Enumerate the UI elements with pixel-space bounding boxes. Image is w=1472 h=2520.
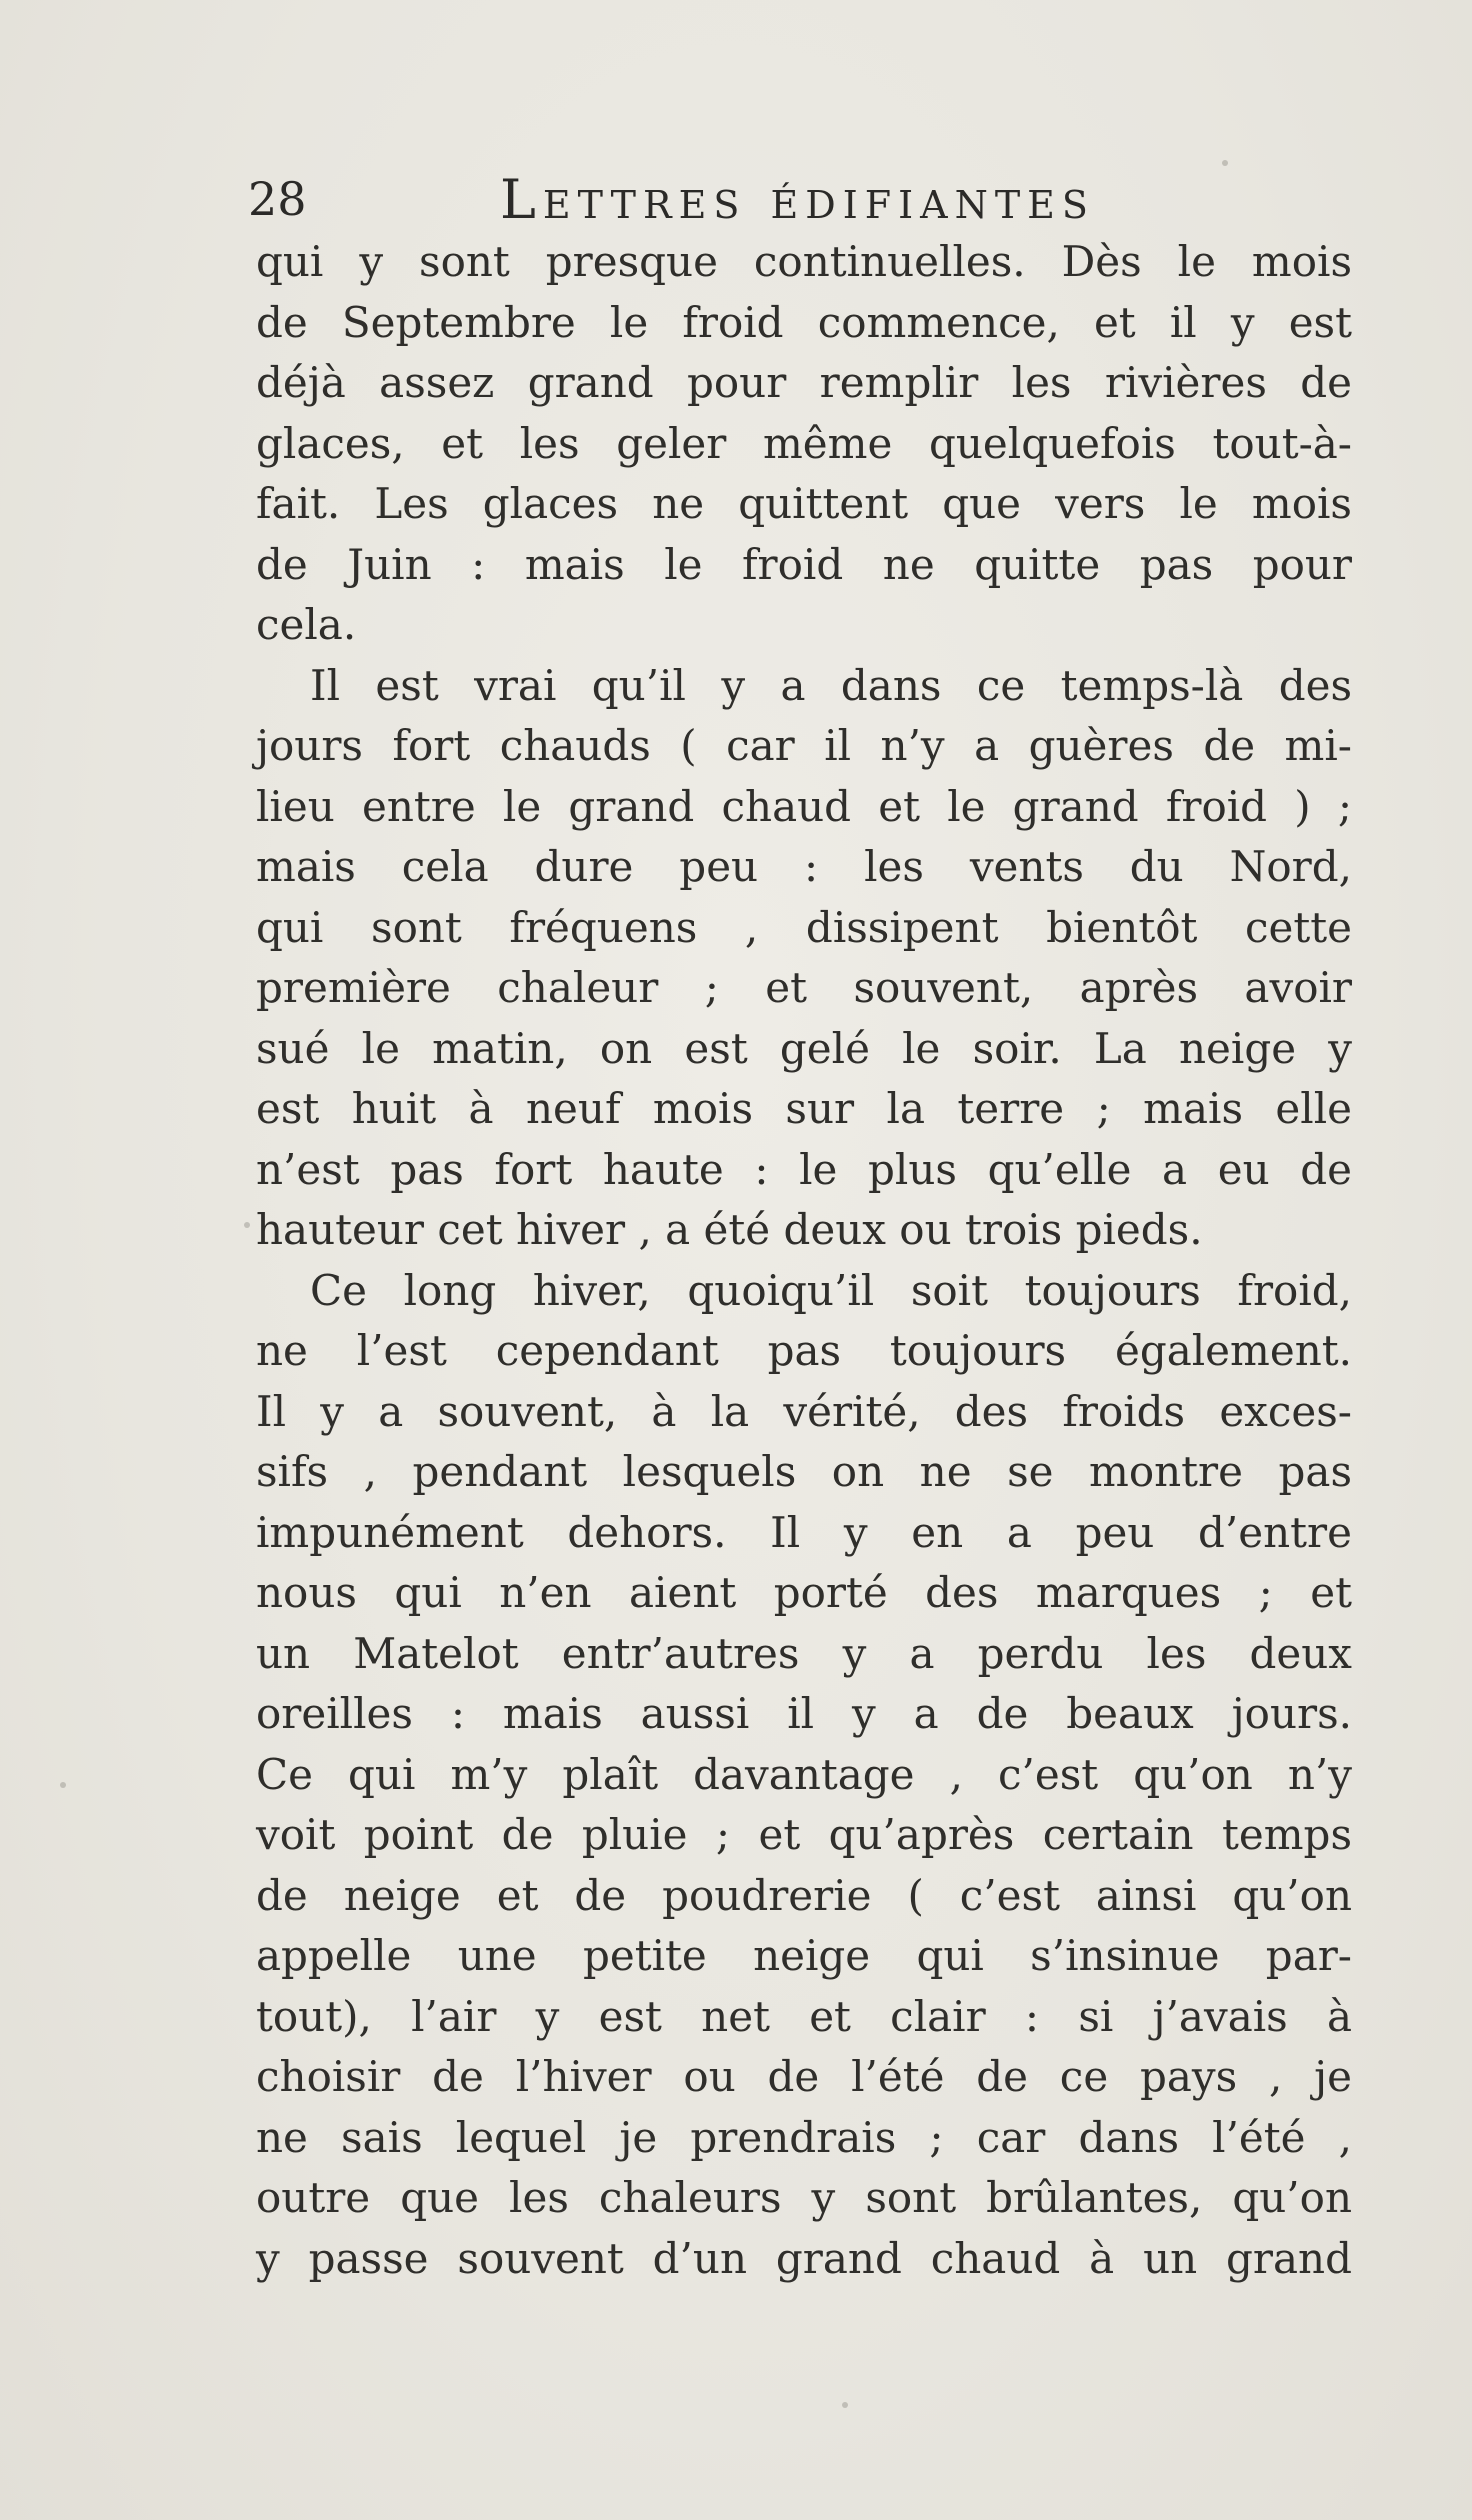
paper-speck: [60, 1782, 66, 1788]
text-line: ne l’est cependant pas toujours également.: [256, 1326, 1352, 1375]
text-line: fait. Les glaces ne quittent que vers le mois: [256, 479, 1352, 528]
text-line: Il y a souvent, à la vérité, des froids exces-: [256, 1386, 1352, 1436]
text-line: glaces, et les geler même quelquefois tout-à-: [256, 418, 1352, 468]
text-line: de Juin : mais le froid ne quitte pas pour: [256, 539, 1352, 589]
text-line: hauteur cet hiver , a été deux ou trois pieds.: [256, 1205, 1203, 1254]
text-line: appelle une petite neige qui s’insinue par-: [256, 1931, 1352, 1980]
text-line: cela.: [256, 600, 357, 649]
text-line: impunément dehors. Il y en a peu d’entre: [256, 1507, 1352, 1557]
running-title: Lettres édifiantes: [500, 168, 1095, 231]
text-line: déjà assez grand pour remplir les rivières de: [256, 358, 1352, 407]
text-line: un Matelot entr’autres y a perdu les deux: [256, 1628, 1352, 1678]
paper-speck: [1222, 160, 1228, 166]
text-line: sifs , pendant lesquels on ne se montre pas: [256, 1447, 1352, 1496]
text-line: de Septembre le froid commence, et il y est: [256, 297, 1352, 347]
text-line: mais cela dure peu : les vents du Nord,: [256, 842, 1352, 891]
page-header: [248, 168, 1248, 230]
paper-speck: [842, 2402, 848, 2408]
text-line: voit point de pluie ; et qu’après certain temps: [256, 1810, 1352, 1859]
text-line: sué le matin, on est gelé le soir. La neige y: [256, 1023, 1352, 1073]
text-line: Il est vrai qu’il y a dans ce temps-là des: [310, 660, 1352, 710]
text-line: qui sont fréquens , dissipent bientôt cette: [256, 902, 1352, 952]
text-line: Ce long hiver, quoiqu’il soit toujours froid,: [310, 1265, 1352, 1315]
paper-speck: [244, 1222, 250, 1228]
text-line: ne sais lequel je prendrais ; car dans l’été ,: [256, 2112, 1352, 2162]
text-line: est huit à neuf mois sur la terre ; mais elle: [256, 1084, 1352, 1133]
text-line: première chaleur ; et souvent, après avoir: [256, 963, 1352, 1012]
text-line: outre que les chaleurs y sont brûlantes, qu’on: [256, 2173, 1352, 2222]
text-line: jours fort chauds ( car il n’y a guères de mi-: [256, 721, 1352, 770]
text-line: tout), l’air y est net et clair : si j’avais à: [256, 1991, 1352, 2041]
text-line: lieu entre le grand chaud et le grand froid ) ;: [256, 781, 1352, 831]
body-text: [256, 232, 1352, 2289]
text-line: choisir de l’hiver ou de l’été de ce pays , je: [256, 2052, 1352, 2101]
text-line: nous qui n’en aient porté des marques ; et: [256, 1568, 1352, 1617]
text-line: Ce qui m’y plaît davantage , c’est qu’on n’y: [256, 1749, 1352, 1799]
page-number: 28: [248, 172, 307, 226]
text-line: y passe souvent d’un grand chaud à un grand: [256, 2233, 1352, 2283]
text-line: qui y sont presque continuelles. Dès le mois: [256, 237, 1352, 286]
text-line: n’est pas fort haute : le plus qu’elle a eu de: [256, 1144, 1352, 1194]
text-line: de neige et de poudrerie ( c’est ainsi qu’on: [256, 1870, 1352, 1920]
text-line: oreilles : mais aussi il y a de beaux jours.: [256, 1689, 1352, 1738]
